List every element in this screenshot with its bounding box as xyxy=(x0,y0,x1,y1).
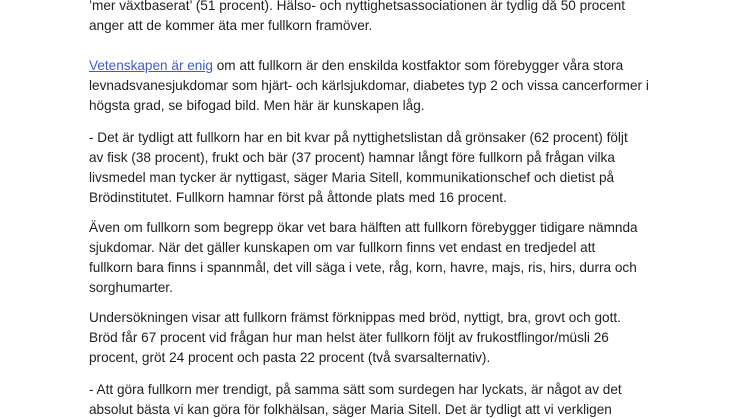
paragraph-5 xyxy=(89,308,621,368)
text-line: absolut bästa vi kan göra för folkhälsan, säger Maria Sitell. Det är tydligt att vi verkligen xyxy=(89,402,612,417)
text-line: - Det är tydligt att fullkorn har en bit kvar på nyttighetslistan då grönsaker (62 procent) följt xyxy=(89,130,628,145)
text-line: sorghumarter. xyxy=(89,280,173,295)
text-line: anger att de kommer äta mer fullkorn framöver. xyxy=(89,18,373,33)
text-line: livsmedel man tycker är nyttigast, säger Maria Sitell, kommunikationschef och dietist på xyxy=(89,170,615,185)
text-line: ’mer växtbaserat’ (51 procent). Hälso- och nyttighetsassociationen är tydlig då 50 procent xyxy=(89,0,625,13)
text-line: fullkorn bara finns i spannmål, det vill säga i vete, råg, korn, havre, majs, ris, hirs, durra och xyxy=(89,260,637,275)
text-line: Undersökningen visar att fullkorn främst förknippas med bröd, nyttigt, bra, grovt och gott. xyxy=(89,310,621,325)
paragraph-3 xyxy=(89,128,628,208)
text-line: sjukdomar. När det gäller kunskapen om var fullkorn finns vet endast en tredjedel att xyxy=(89,240,596,255)
text-line xyxy=(89,56,649,76)
paragraph-4 xyxy=(89,218,638,298)
text-line: Brödinstitutet. Fullkorn hamnar först på åttonde plats med 16 procent. xyxy=(89,190,507,205)
paragraph-6 xyxy=(89,380,622,419)
text-line: procent, gröt 24 procent och pasta 22 procent (två svarsalternativ). xyxy=(89,350,491,365)
text-line: av fisk (38 procent), frukt och bär (37 procent) hamnar långt före fullkorn på frågan vilka xyxy=(89,150,615,165)
text-line: högsta grad, se bifogad bild. Men här är kunskapen låg. xyxy=(89,98,425,113)
text-line: Bröd får 67 procent vid frågan hur man helst äter fullkorn följt av frukostflingor/müsli 26 xyxy=(89,330,609,345)
paragraph-1 xyxy=(89,0,625,36)
paragraph-2 xyxy=(89,56,649,116)
text-line: Även om fullkorn som begrepp ökar vet bara hälften att fullkorn förebygger tidigare nämnda xyxy=(89,220,638,235)
text-line: levnadsvanesjukdomar som hjärt- och kärlsjukdomar, diabetes typ 2 och vissa cancerformer i xyxy=(89,78,649,93)
link-line-rest: om att fullkorn är den enskilda kostfaktor som förebygger våra stora xyxy=(212,58,624,73)
science-consensus-link[interactable]: Vetenskapen är enig xyxy=(89,58,213,73)
text-line: - Att göra fullkorn mer trendigt, på samma sätt som surdegen har lyckats, är något av det xyxy=(89,382,622,397)
